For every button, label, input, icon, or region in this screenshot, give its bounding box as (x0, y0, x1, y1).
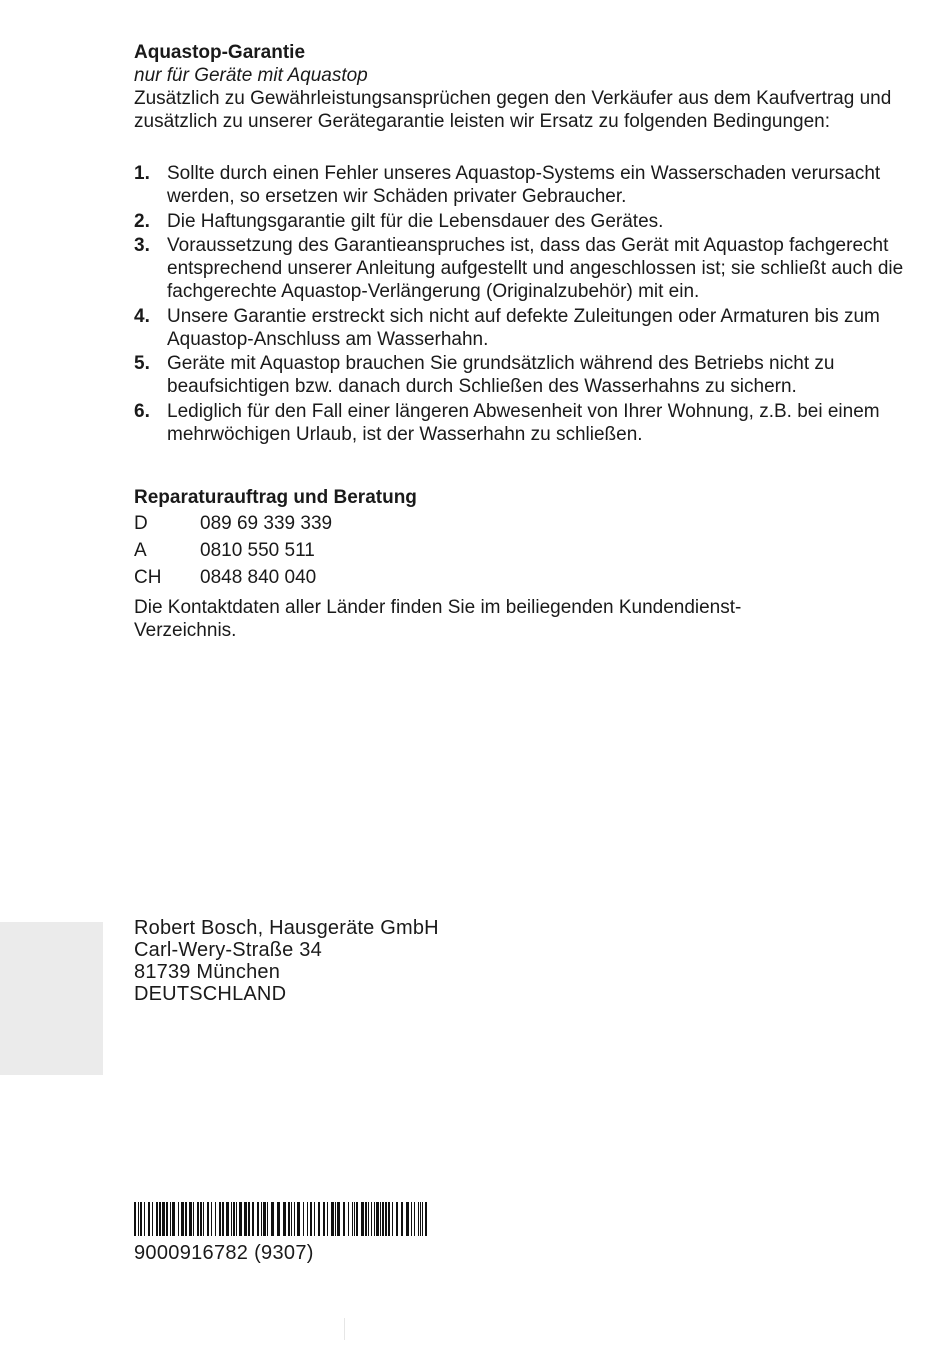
company-name: Robert Bosch, Hausgeräte GmbH (134, 917, 439, 939)
contact-country: CH (134, 567, 162, 588)
company-address (134, 917, 439, 1005)
contact-country: D (134, 513, 148, 534)
conditions-list (134, 162, 924, 447)
barcode (134, 1202, 427, 1236)
condition-number: 6. (134, 400, 150, 422)
contact-phone: 089 69 339 339 (200, 513, 333, 534)
condition-text: Geräte mit Aquastop brauchen Sie grundsätzlich während des Betriebs nicht zu beaufsichtigen bzw. danach durch Schließen des Wasserhahns zu sichern. (167, 353, 835, 397)
aquastop-subtitle: nur für Geräte mit Aquastop (134, 65, 368, 86)
contact-row (134, 566, 332, 593)
condition-number: 2. (134, 210, 150, 232)
contact-note: Die Kontaktdaten aller Länder finden Sie im beiliegenden Kundendienst-Verzeichnis. (134, 597, 742, 641)
list-item (134, 162, 924, 208)
condition-text: Die Haftungsgarantie gilt für die Lebensdauer des Gerätes. (167, 210, 664, 232)
aquastop-intro: Zusätzlich zu Gewährleistungsansprüchen gegen den Verkäufer aus dem Kaufvertrag und zusätzlich zu unserer Gerätegarantie leisten wir Ersatz zu folgenden Bedingungen: (134, 88, 892, 132)
divider (344, 1318, 345, 1340)
condition-number: 5. (134, 353, 150, 374)
contact-country: A (134, 540, 147, 561)
contact-phone: 0810 550 511 (200, 540, 315, 561)
contact-phone: 0848 840 040 (200, 567, 317, 588)
condition-text: Lediglich für den Fall einer längeren Abwesenheit von Ihrer Wohnung, z.B. bei einem mehrwöchigen Urlaub, ist der Wasserhahn zu schließen. (167, 400, 880, 445)
address-city: 81739 München (134, 961, 281, 983)
list-item (134, 305, 924, 351)
side-tab (0, 922, 103, 1075)
condition-number: 1. (134, 163, 150, 184)
condition-number: 4. (134, 305, 150, 327)
condition-number: 3. (134, 235, 150, 256)
list-item (134, 352, 924, 398)
aquastop-title: Aquastop-Garantie (134, 42, 306, 63)
address-country: DEUTSCHLAND (134, 983, 287, 1005)
contact-row (134, 512, 332, 539)
repair-title: Reparaturauftrag und Beratung (134, 487, 417, 508)
list-item (134, 210, 924, 233)
contact-table (134, 512, 332, 593)
document-number: 9000916782 (9307) (134, 1242, 314, 1264)
condition-text: Sollte durch einen Fehler unseres Aquastop-Systems ein Wasserschaden verursacht werden, so ersetzen wir Schäden privater Gebraucher. (167, 163, 881, 207)
contact-row (134, 539, 332, 566)
condition-text: Voraussetzung des Garantieanspruches ist, dass das Gerät mit Aquastop fachgerecht entsprechend unserer Anleitung aufgestellt und angeschlossen ist; sie schließt auch die fachgerechte Aquastop-Verlängerung (Originalzubehör) mit ein. (167, 235, 904, 302)
address-street: Carl-Wery-Straße 34 (134, 939, 322, 961)
list-item (134, 400, 924, 446)
list-item (134, 234, 924, 303)
condition-text: Unsere Garantie erstreckt sich nicht auf defekte Zuleitungen oder Armaturen bis zum Aquastop-Anschluss am Wasserhahn. (167, 305, 880, 350)
